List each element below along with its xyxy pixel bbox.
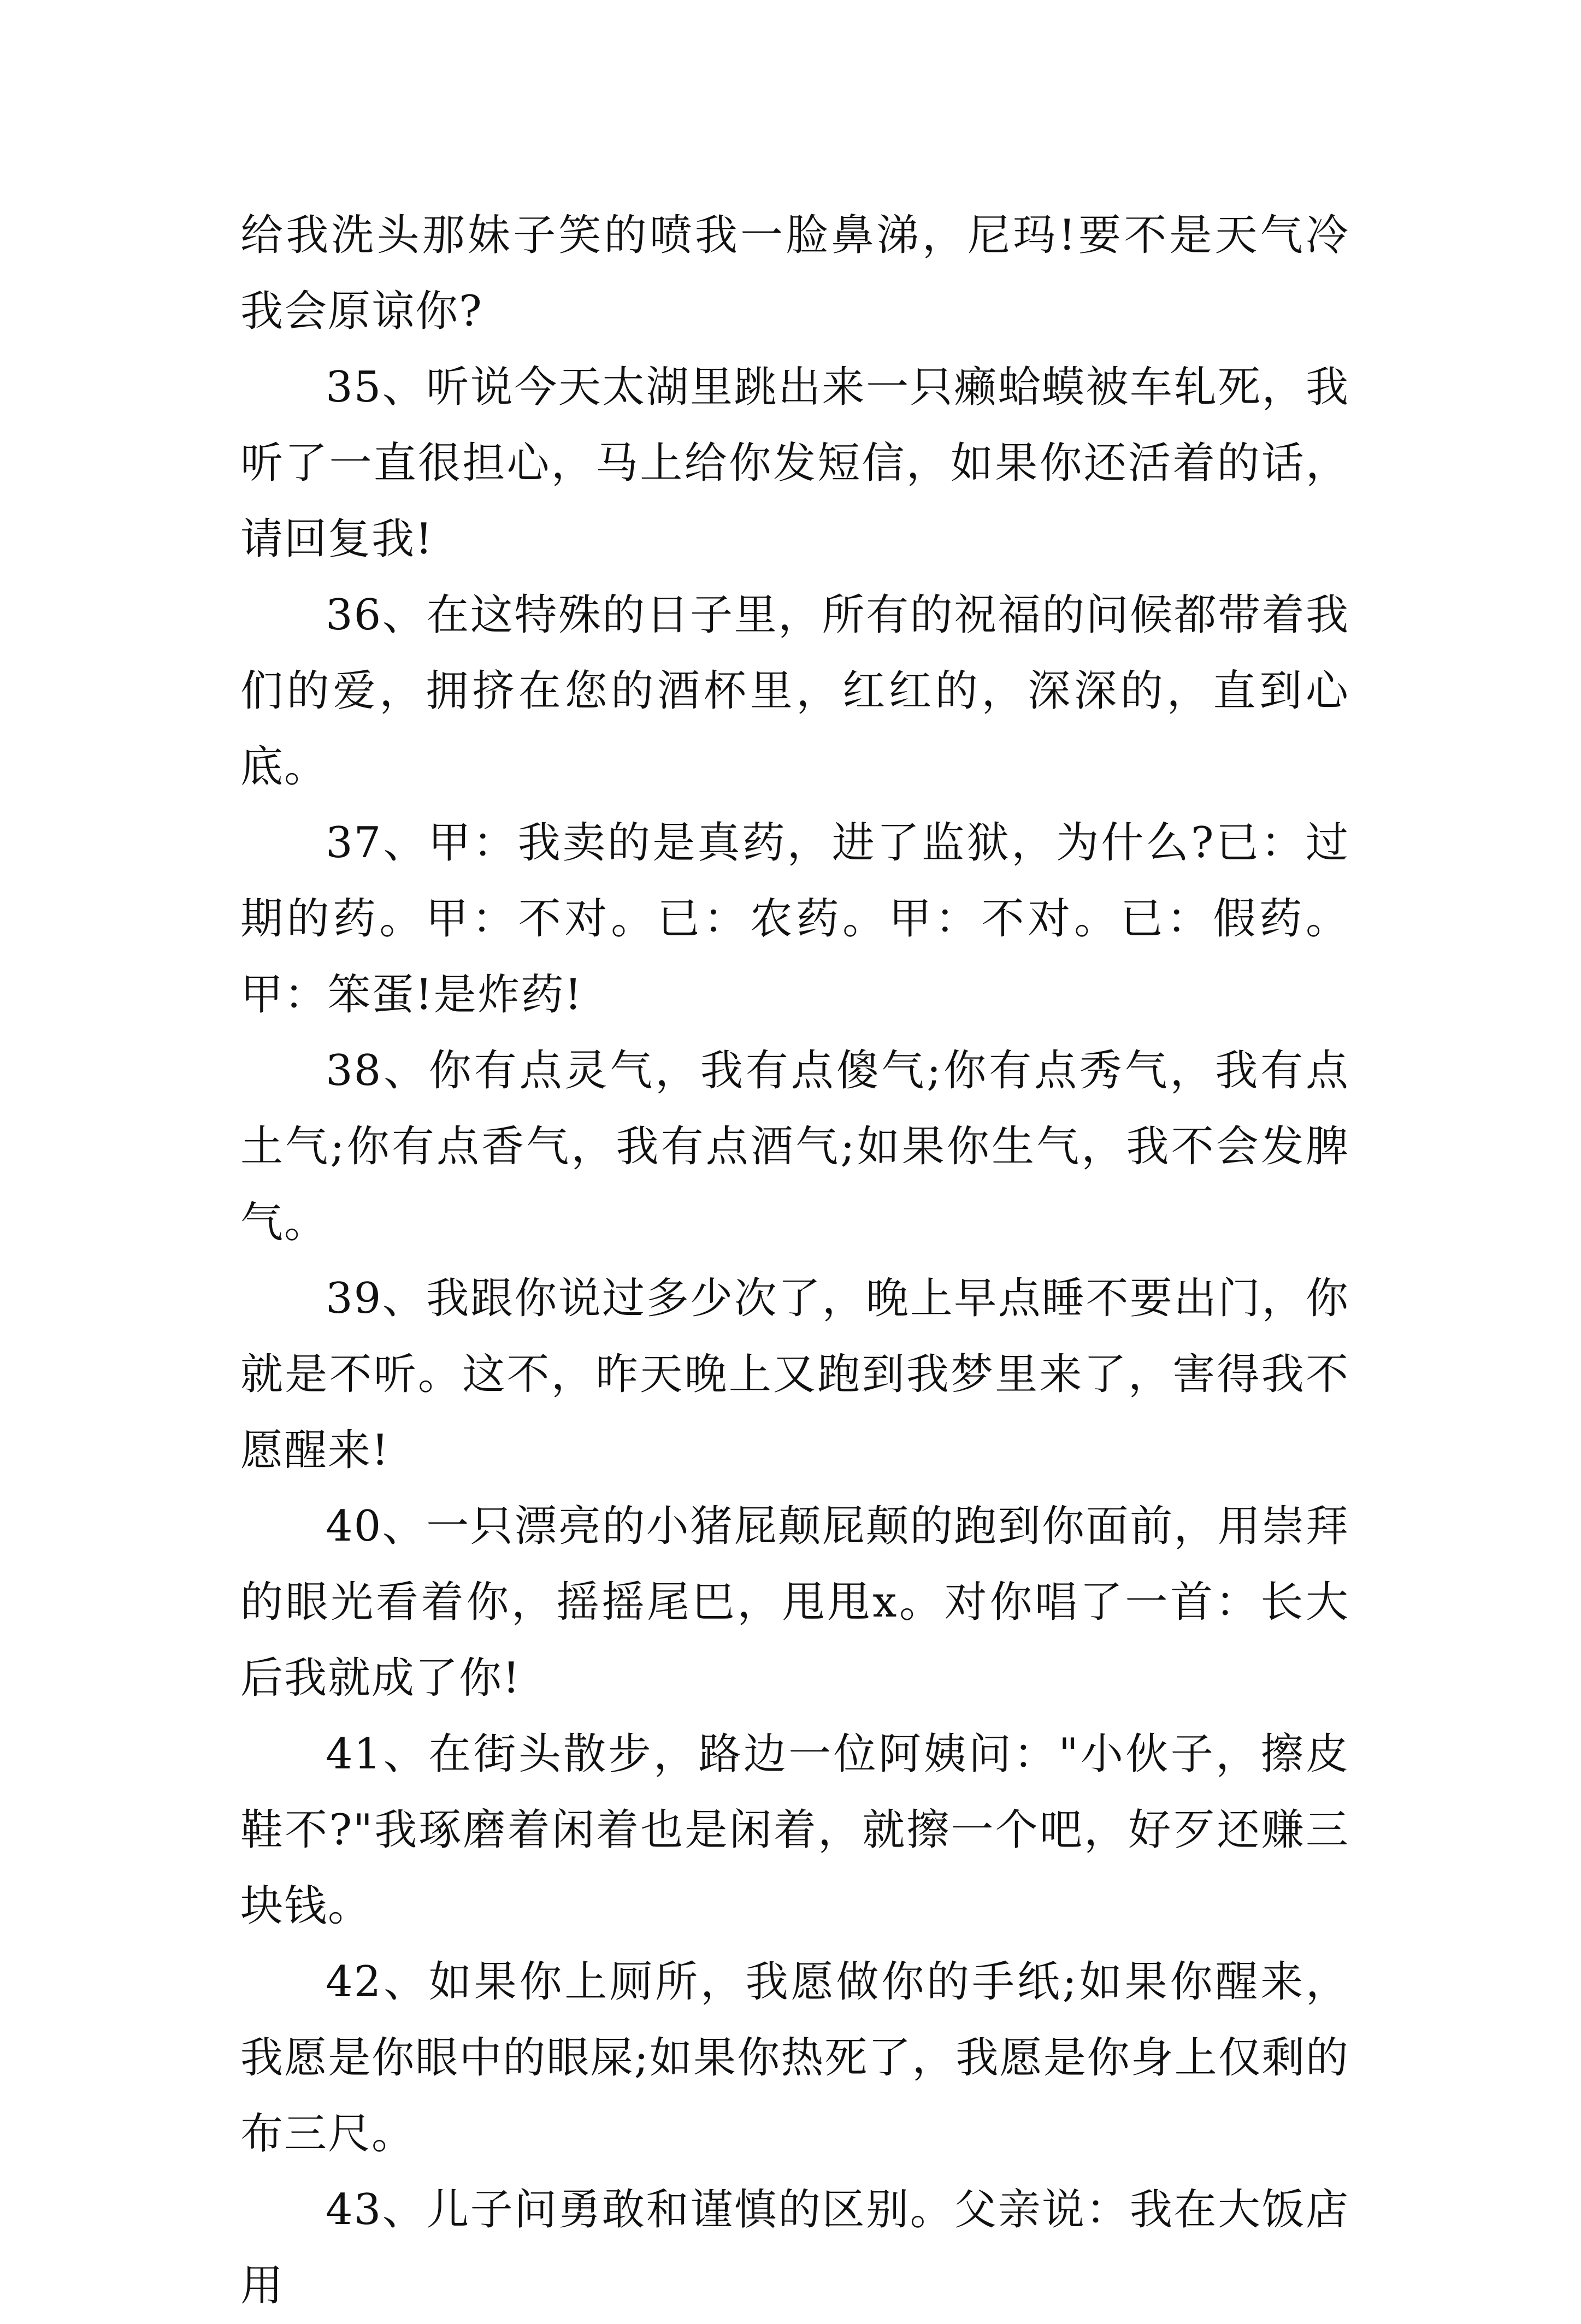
paragraph-42: 42、如果你上厕所，我愿做你的手纸;如果你醒来，我愿是你眼中的眼屎;如果你热死了，我愿是你身上仅剩的布三尺。 <box>240 1957 1349 2158</box>
paragraph-37: 37、甲：我卖的是真药，进了监狱，为什么?已：过期的药。甲：不对。已：农药。甲：不对。已：假药。甲：笨蛋!是炸药! <box>240 818 1349 1019</box>
paragraph-38: 38、你有点灵气，我有点傻气;你有点秀气，我有点土气;你有点香气，我有点酒气;如果你生气，我不会发脾气。 <box>240 1046 1349 1247</box>
paragraph-continuation: 给我洗头那妹子笑的喷我一脸鼻涕，尼玛!要不是天气冷我会原谅你? <box>240 211 1349 336</box>
paragraph-43: 43、儿子问勇敢和谨慎的区别。父亲说：我在大饭店用 <box>240 2185 1349 2310</box>
paragraph-36: 36、在这特殊的日子里，所有的祝福的问候都带着我们的爱，拥挤在您的酒杯里，红红的，深深的，直到心底。 <box>240 591 1349 792</box>
paragraph-40: 40、一只漂亮的小猪屁颠屁颠的跑到你面前，用崇拜的眼光看着你，摇摇尾巴，甩甩x。对你唱了一首：长大后我就成了你! <box>240 1502 1349 1703</box>
paragraph-35: 35、听说今天太湖里跳出来一只癞蛤蟆被车轧死，我听了一直很担心，马上给你发短信，如果你还活着的话，请回复我! <box>240 363 1349 564</box>
document-body <box>240 198 1349 2324</box>
paragraph-39: 39、我跟你说过多少次了，晚上早点睡不要出门，你就是不听。这不，昨天晚上又跑到我梦里来了，害得我不愿醒来! <box>240 1274 1349 1475</box>
paragraph-41: 41、在街头散步，路边一位阿姨问："小伙子，擦皮鞋不?"我琢磨着闲着也是闲着，就擦一个吧，好歹还赚三块钱。 <box>240 1730 1349 1931</box>
